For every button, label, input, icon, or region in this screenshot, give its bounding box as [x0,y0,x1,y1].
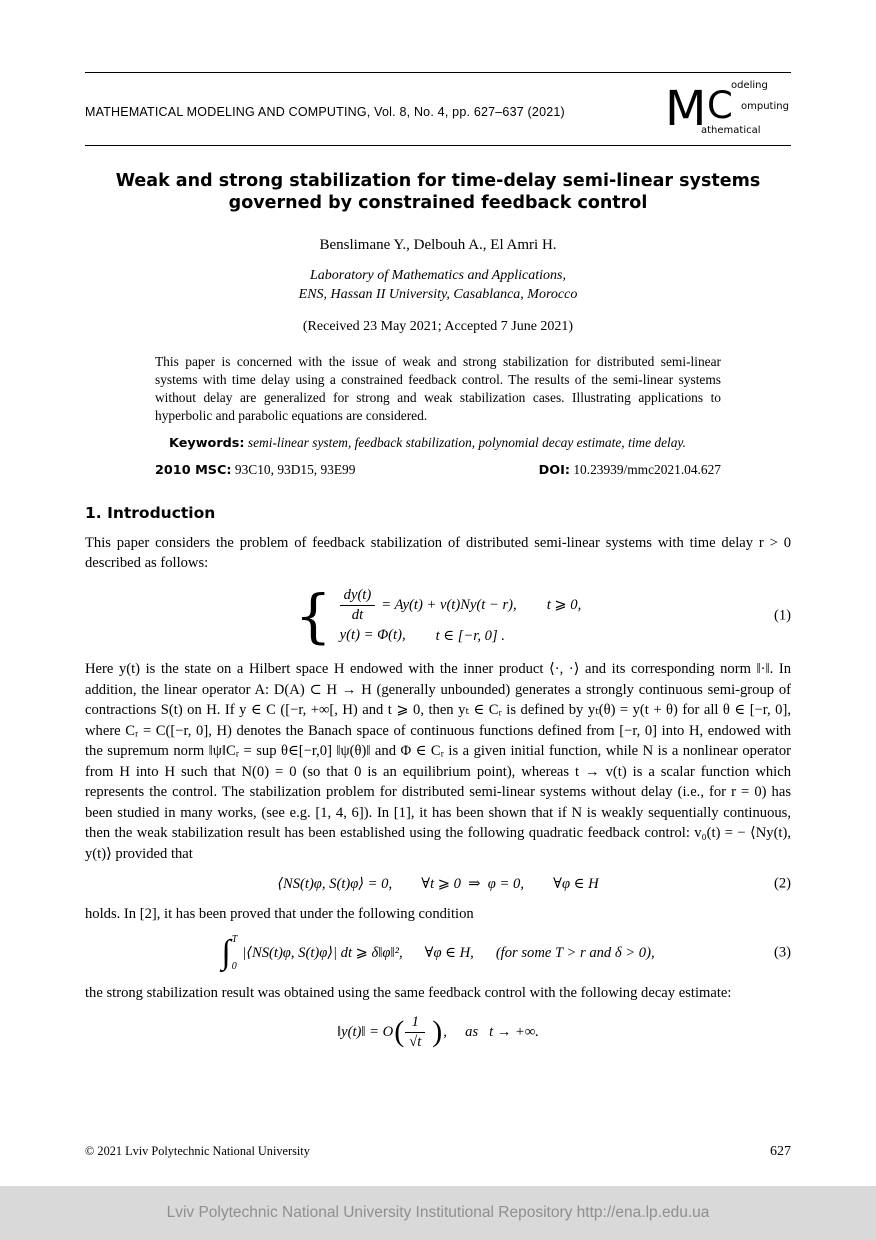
intro-paragraph-1: This paper considers the problem of feedback stabilization of distributed semi-linear systems with time delay r > 0 described as follows: [85,534,791,572]
page-content [0,72,876,1051]
intro-paragraph-2: Here y(t) is the state on a Hilbert space H endowed with the inner product ⟨·, ·⟩ and its corresponding norm ‖·‖. In addition, the linear operator A: D(A) ⊂ H → H (generally unbounded) generates a strongly continuous semi-group of contractions S(t) on H. If y ∈ C ([−r, +∞[, H) and t ⩾ 0, then yₜ ∈ Cᵣ is defined by yₜ(θ) = y(t + θ) for all θ ∈ [−r, 0], where Cᵣ = C([−r, 0], H) denotes the Banach space of continuous functions defined from [−r, 0] into H, endowed with the supremum norm ‖ψ‖Cᵣ = sup θ∈[−r,0] ‖ψ(θ)‖ and Φ ∈ Cᵣ is a given initial function, while N is a nonlinear operator from H into H such that N(0) = 0 (so that 0 is an equilibrium point), whereas t → v(t) is a scalar function which represents the control. The stabilization problem for distributed semi-linear systems without delay (i.e., for r = 0) has been studied in many works, (see e.g. [1, 4, 6]). In [1], it has been shown that if N is weakly sequentially continuous, then the weak stabilization result has been established using the following quadratic feedback control: v₀(t) = − ⟨Ny(t), y(t)⟩ provided that [85,660,791,863]
paper-title: Weak and strong stabilization for time-delay semi-linear systems governed by constrained feedback control [115,171,761,214]
equation-3-body [221,934,654,972]
logo-word-computing: omputing [741,101,789,112]
journal-logo [665,79,791,139]
logo-word-modeling: odeling [731,80,768,91]
equation-1-line-1 [340,587,582,624]
equation-3-note: (for some T > r and δ > 0), [495,944,655,961]
decay-fraction-denominator: √t [409,1033,422,1050]
equation-2-body: ⟨NS(t)φ, S(t)φ⟩ = 0, ∀t ⩾ 0 ⇒ φ = 0, ∀φ ∈ H [277,875,599,892]
left-brace: { [294,581,332,650]
equation-1-lines [340,584,582,648]
decay-lhs: ‖y(t)‖ = O [337,1023,394,1040]
fraction-numerator: dy(t) [340,587,376,606]
derivative-fraction [340,587,376,624]
header-rule [85,145,791,146]
logo-letter-c: C [707,84,733,127]
logo-word-mathematical: athematical [701,125,761,136]
integral-sign: ∫ [221,934,231,972]
intro-paragraph-3: holds. In [2], it has been proved that under the following condition [85,905,474,922]
page-footer [85,1144,791,1160]
equation-1-condition-2: t ∈ [−r, 0] . [435,627,505,644]
equation-1-rhs: = Ay(t) + v(t)Ny(t − r), [381,596,517,613]
equation-1-number: (1) [773,607,791,624]
repository-banner: Lviv Polytechnic National University Institutional Repository http://ena.lp.edu.ua [0,1186,876,1240]
affiliation-line-2: ENS, Hassan II University, Casablanca, Morocco [298,286,578,302]
equation-3-integrand: |⟨NS(t)φ, S(t)φ⟩| dt ⩾ δ‖φ‖², [242,945,403,962]
logo-letter-m: M [665,81,707,137]
section-heading-introduction: 1. Introduction [85,503,216,522]
keywords-line [155,434,721,452]
initial-condition: y(t) = Φ(t), [339,627,406,644]
right-paren: ) [432,1015,443,1049]
affiliation-line-1: Laboratory of Mathematics and Applications, [309,267,566,283]
equation-3-quantifier: ∀φ ∈ H, [424,945,474,962]
equation-2-number: (2) [773,875,791,892]
top-rule [85,72,791,73]
decay-fraction-numerator: 1 [405,1014,425,1033]
decay-fraction [405,1014,425,1051]
fraction-denominator: dt [351,606,364,623]
intro-paragraph-4: the strong stabilization result was obtained using the same feedback control with the following decay estimate: [85,985,732,1002]
page-number: 627 [770,1144,791,1159]
equation-3 [85,934,791,972]
integral-lower-limit: 0 [231,961,237,973]
equation-1-line-2 [340,627,582,645]
integral-limits [232,934,238,972]
keywords-text: semi-linear system, feedback stabilization, polynomial decay estimate, time delay. [247,435,686,451]
left-paren: ( [394,1015,405,1049]
journal-header [85,77,791,139]
equation-1-condition-1: t ⩾ 0, [546,597,582,614]
equation-1-body [294,581,582,650]
decay-estimate-equation [85,1014,791,1051]
msc-doi-row [155,462,721,478]
affiliation [85,267,791,305]
copyright-line: © 2021 Lviv Polytechnic National University [85,1144,310,1158]
doi-value: 10.23939/mmc2021.04.627 [573,461,721,477]
decay-rhs: , as t → +∞. [443,1023,539,1040]
doi-entry [539,462,721,478]
equation-2 [85,875,791,893]
doi-label: DOI: [538,462,570,478]
journal-citation-line: MATHEMATICAL MODELING AND COMPUTING, Vol. 8, No. 4, pp. 627–637 (2021) [85,105,565,119]
keywords-label: Keywords: [169,436,245,452]
msc-label: 2010 MSC: [155,462,232,478]
integral-upper-limit: T [231,934,238,946]
msc-codes: 93C10, 93D15, 93E99 [234,461,356,477]
equation-1-system [85,581,791,650]
msc-entry [155,462,355,478]
abstract: This paper is concerned with the issue of weak and strong stabilization for distributed semi-linear systems with time delay using a constrained feedback control. The results of the semi-linear systems without delay are generalized for strong and weak stabilization cases. Illustrating applications to hyperbolic and parabolic equations are considered. [155,353,721,424]
received-accepted-line: (Received 23 May 2021; Accepted 7 June 2021) [302,318,574,334]
decay-estimate-body [337,1014,539,1051]
authors: Benslimane Y., Delbouh A., El Amri H. [319,236,557,253]
equation-3-number: (3) [773,944,791,961]
